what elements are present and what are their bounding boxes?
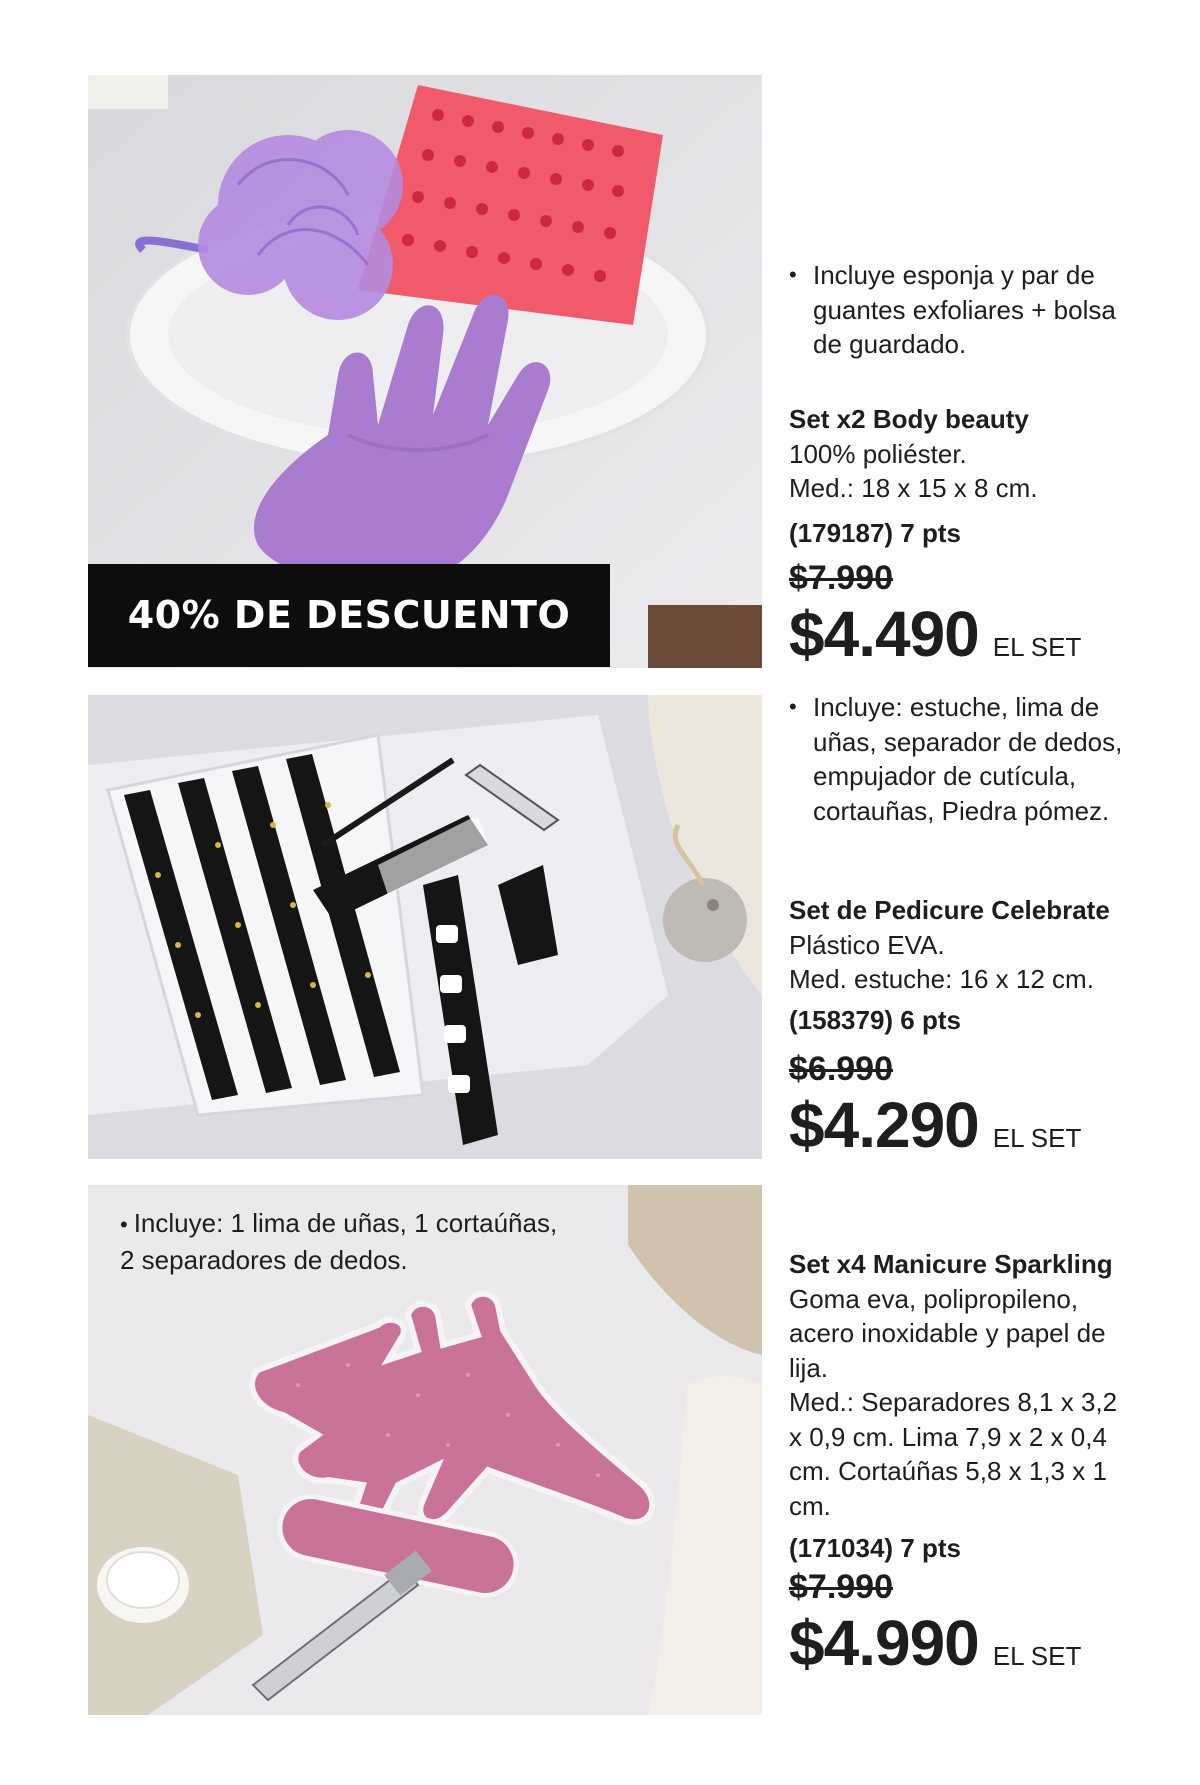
product-2-new-price: $4.290: [789, 1088, 979, 1161]
product-2-includes-text: • Incluye: estuche, lima de uñas, separador de dedos, empujador de cutícula, cortauñas, Piedra pómez.: [789, 690, 1129, 828]
product-2-new-price-row: [789, 1089, 1129, 1161]
product-1-new-price: $4.490: [789, 597, 979, 670]
product-1-details: [789, 402, 1129, 670]
product-1-description: 100% poliéster. Med.: 18 x 15 x 8 cm.: [789, 438, 1038, 503]
product-2-code: (158379) 6 pts: [789, 1004, 961, 1035]
product-1-code: (179187) 7 pts: [789, 517, 961, 548]
product-1-name: Set x2 Body beauty: [789, 404, 1029, 434]
product-3-unit: EL SET: [992, 1641, 1082, 1671]
product-2-old-price: $6.990: [789, 1049, 893, 1088]
product-1-old-price: $7.990: [789, 558, 893, 597]
product-3-old-price: $7.990: [789, 1568, 893, 1606]
product-3-description: Goma eva, polipropileno, acero inoxidable y papel de lija. Med.: Separadores 8,1 x 3,2 x 0,9 cm. Lima 7,9 x 2 x 0,4 cm. Cortaúñas 5,8 x 1,3 x 1 cm.: [789, 1283, 1118, 1521]
product-2-description: Plástico EVA. Med. estuche: 16 x 12 cm.: [789, 929, 1094, 994]
product-1-new-price-row: [789, 598, 1129, 670]
product-1-includes-text: • Incluye esponja y par de guantes exfoliares + bolsa de guardado.: [789, 258, 1129, 362]
product-1-unit: EL SET: [992, 631, 1082, 662]
product-photo-pedicure: [88, 695, 762, 1159]
discount-banner: 40% DE DESCUENTO: [88, 564, 610, 667]
product-3-details: [789, 1247, 1129, 1679]
product-2-includes: [789, 690, 1129, 828]
product-3-new-price-row: [789, 1607, 1129, 1679]
product-2-details: [789, 893, 1129, 1161]
product-1-includes: [789, 258, 1129, 362]
manicure-includes-line2: 2 separadores de dedos.: [120, 1244, 408, 1275]
bullet-marker: •: [120, 1212, 128, 1237]
product-2-name: Set de Pedicure Celebrate: [789, 895, 1110, 925]
product-3-new-price: $4.990: [789, 1607, 979, 1679]
manicure-includes-note: [120, 1206, 640, 1277]
manicure-includes-line1: Incluye: 1 lima de uñas, 1 cortaúñas,: [133, 1208, 558, 1238]
product-2-unit: EL SET: [992, 1122, 1082, 1153]
product-3-code: (171034) 7 pts: [789, 1533, 961, 1563]
product-3-name: Set x4 Manicure Sparkling: [789, 1249, 1113, 1279]
